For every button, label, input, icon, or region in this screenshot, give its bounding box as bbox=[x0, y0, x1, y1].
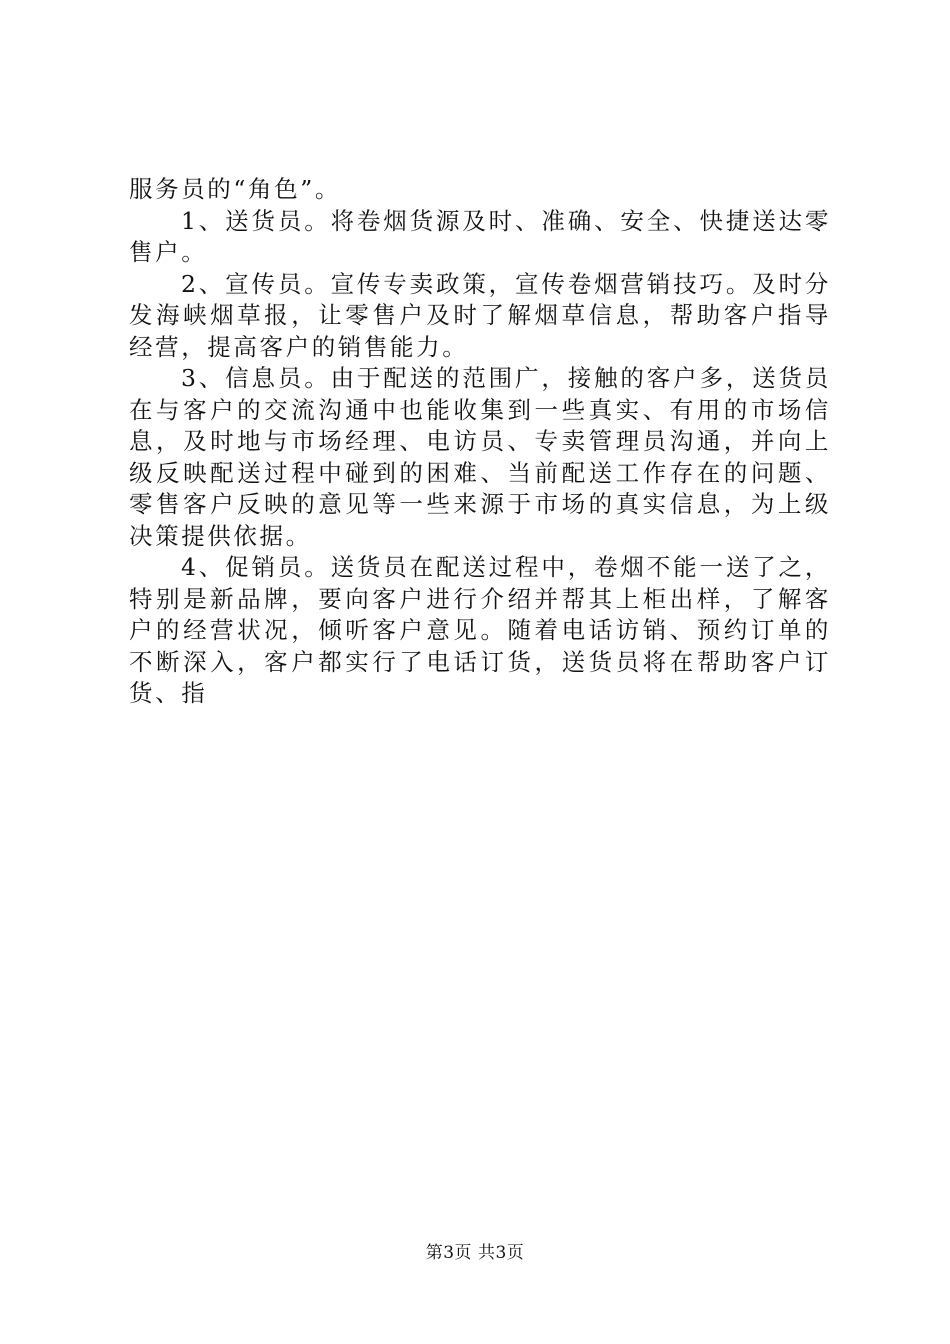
paragraph-continuation: 服务员的“角色”。 bbox=[129, 175, 341, 203]
paragraph-delivery-role: 1、送货员。将卷烟货源及时、准确、安全、快捷送达零售户。 bbox=[129, 206, 831, 266]
page-number-footer: 第3页 共3页 bbox=[425, 1243, 525, 1263]
paragraph-publicity-role: 2、宣传员。宣传专卖政策，宣传卷烟营销技巧。及时分发海峡烟草报，让零售户及时了解烟草信息，帮助客户指导经营，提高客户的销售能力。 bbox=[129, 269, 831, 361]
document-body bbox=[129, 174, 831, 710]
paragraph-information-role: 3、信息员。由于配送的范围广，接触的客户多，送货员在与客户的交流沟通中也能收集到一些真实、有用的市场信息，及时地与市场经理、电访员、专卖管理员沟通，并向上级反映配送过程中碰到的困难、当前配送工作存在的问题、零售客户反映的意见等一些来源于市场的真实信息，为上级决策提供依据。 bbox=[129, 364, 831, 550]
paragraph-promotion-role: 4、促销员。送货员在配送过程中，卷烟不能一送了之，特别是新品牌，要向客户进行介绍并帮其上柜出样，了解客户的经营状况，倾听客户意见。随着电话访销、预约订单的不断深入，客户都实行了电话订货，送货员将在帮助客户订货、指 bbox=[129, 553, 831, 707]
